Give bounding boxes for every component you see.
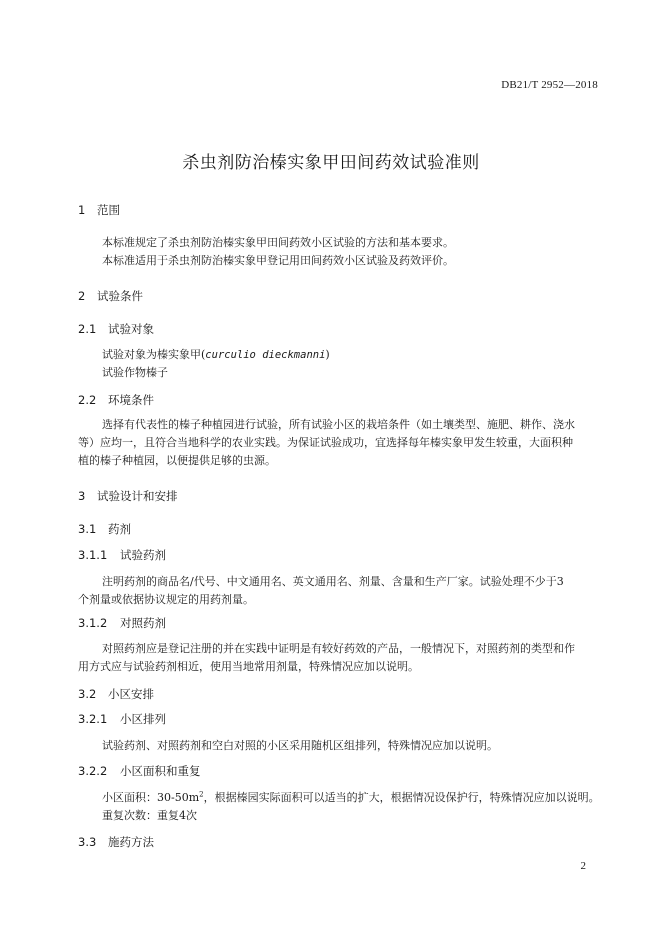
paragraph: 重复次数：重复4次 [102,809,197,822]
section-3-1-heading [78,521,131,537]
paragraph-line: 用方式应与试验药剂相近，使用当地常用剂量，特殊情况应加以说明。 [78,660,419,673]
section-number: 3.3 [78,835,97,849]
section-title: 环境条件 [108,393,154,407]
paragraph-line: 等）应均一，且符合当地科学的农业实践。为保证试验成功，宜选择每年榛实象甲发生较重，大面积种 [78,436,573,449]
section-2-2-heading [78,392,154,408]
section-title: 小区面积和重复 [120,764,201,778]
section-title: 试验设计和安排 [97,489,178,503]
section-1-heading [78,202,120,218]
text: 小区面积：30-50m [102,791,200,804]
paragraph: 试验作物榛子 [102,366,168,379]
paragraph-line: 植的榛子种植园，以便提供足够的虫源。 [78,454,276,467]
section-title: 试验条件 [97,289,143,303]
section-title: 药剂 [108,522,131,536]
superscript: 2 [199,790,204,799]
section-number: 2.1 [78,322,97,336]
document-title: 杀虫剂防治榛实象甲田间药效试验准则 [182,153,480,173]
paragraph-line: 对照药剂应是登记注册的并在实践中证明是有较好药效的产品，一般情况下，对照药剂的类型和作 [102,642,575,655]
latin-name: curculio dieckmanni [205,349,326,361]
section-3-heading [78,488,178,504]
section-number: 3.1 [78,522,97,536]
page-number: 2 [580,860,586,872]
section-title: 范围 [97,203,120,217]
section-number: 3.2 [78,687,97,701]
section-title: 试验对象 [108,322,154,336]
text: ，根据榛园实际面积可以适当的扩大，根据情况设保护行，特殊情况应加以说明。 [203,791,600,804]
paragraph [102,789,600,805]
section-3-2-1-heading [78,711,166,727]
section-number: 1 [78,203,86,217]
section-title: 试验药剂 [120,548,166,562]
section-title: 施药方法 [108,835,154,849]
section-number: 3.2.2 [78,764,108,778]
section-number: 2.2 [78,393,97,407]
paragraph-line: 选择有代表性的榛子种植园进行试验，所有试验小区的栽培条件（如土壤类型、施肥、耕作、浇水 [102,418,575,431]
section-3-1-2-heading [78,615,166,631]
section-title: 小区安排 [108,687,154,701]
section-3-3-heading [78,834,154,850]
text: 试验对象为榛实象甲( [102,348,206,361]
section-2-heading [78,288,143,304]
paragraph: 本标准规定了杀虫剂防治榛实象甲田间药效小区试验的方法和基本要求。 [102,236,454,249]
section-number: 3 [78,489,86,503]
section-3-2-2-heading [78,763,201,779]
paragraph: 本标准适用于杀虫剂防治榛实象甲登记用田间药效小区试验及药效评价。 [102,254,454,267]
text: ) [325,348,330,361]
section-title: 对照药剂 [120,616,166,630]
paragraph: 试验药剂、对照药剂和空白对照的小区采用随机区组排列，特殊情况应加以说明。 [102,739,498,752]
section-3-1-1-heading [78,547,166,563]
document-id: DB21/T 2952—2018 [501,79,598,91]
paragraph-line: 个剂量或依据协议规定的用药剂量。 [78,593,254,606]
section-number: 3.2.1 [78,712,108,726]
section-title: 小区排列 [120,712,166,726]
section-2-1-heading [78,321,154,337]
section-3-2-heading [78,686,154,702]
section-number: 3.1.2 [78,616,108,630]
paragraph [102,346,330,362]
section-number: 3.1.1 [78,548,108,562]
paragraph-line: 注明药剂的商品名/代号、中文通用名、英文通用名、剂量、含量和生产厂家。试验处理不少于3 [102,575,564,588]
section-number: 2 [78,289,86,303]
